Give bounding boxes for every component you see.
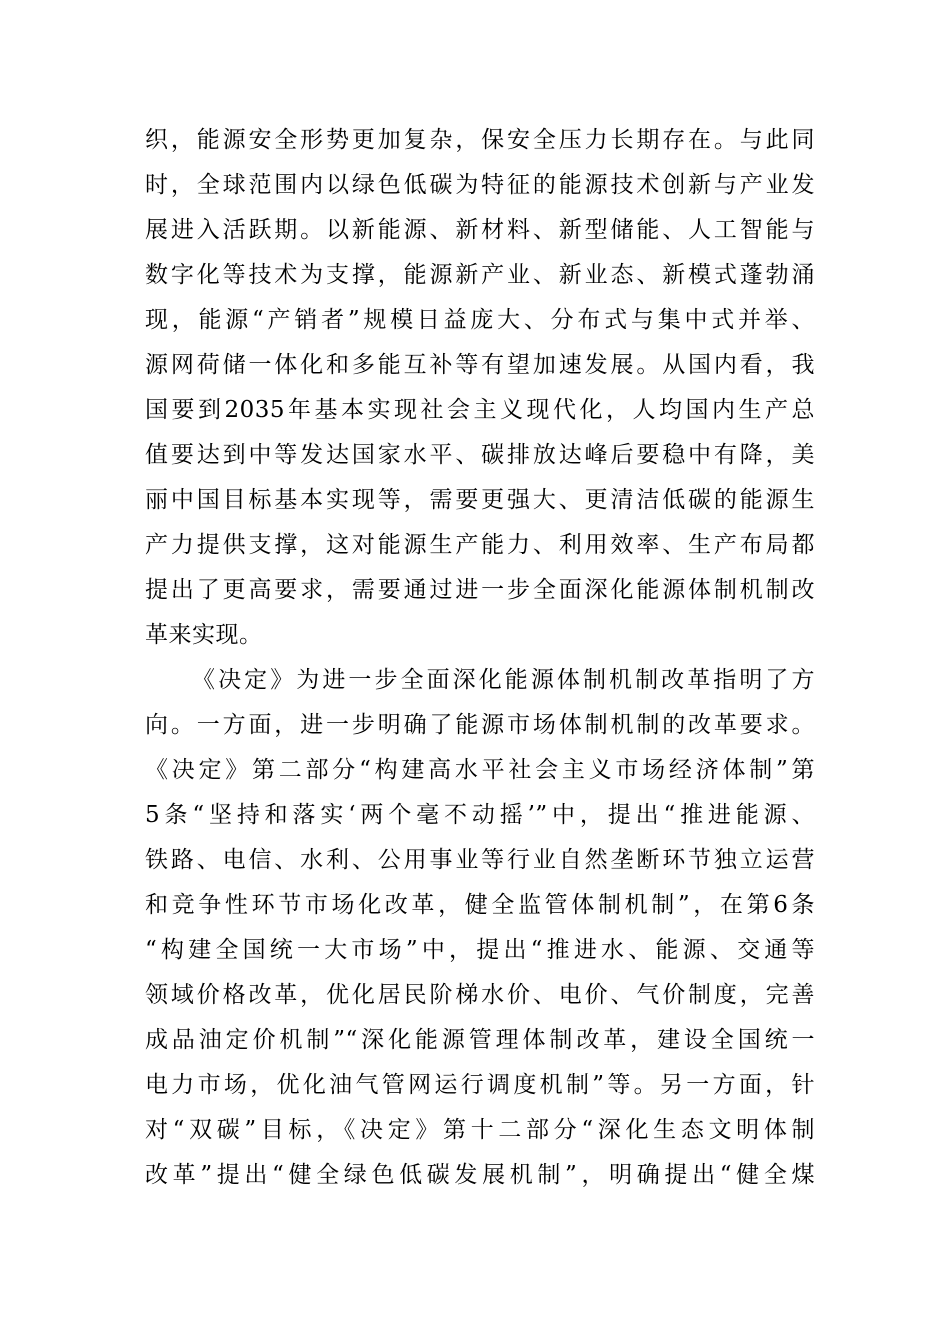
text-line: 提出了更高要求，需要通过进一步全面深化能源体制机制改 [145, 577, 815, 603]
text-line: 铁路、电信、水利、公用事业等行业自然垄断环节独立运营 [145, 847, 815, 873]
text-line: 国要到2035年基本实现社会主义现代化，人均国内生产总 [145, 397, 815, 423]
text-line: 织，能源安全形势更加复杂，保安全压力长期存在。与此同 [145, 127, 815, 153]
text-line: 5条“坚持和落实‘两个毫不动摇’”中，提出“推进能源、 [145, 802, 815, 828]
paragraph-2 [145, 658, 815, 1198]
text-line: 值要达到中等发达国家水平、碳排放达峰后要稳中有降，美 [145, 442, 815, 468]
text-line: 电力市场，优化油气管网运行调度机制”等。另一方面，针 [145, 1072, 815, 1098]
paragraph-1 [145, 118, 815, 658]
text-line: 向。一方面，进一步明确了能源市场体制机制的改革要求。 [145, 712, 815, 738]
text-line: 现，能源“产销者”规模日益庞大、分布式与集中式并举、 [145, 307, 815, 333]
text-line: 展进入活跃期。以新能源、新材料、新型储能、人工智能与 [145, 217, 815, 243]
document-page [145, 118, 815, 1198]
text-line: 源网荷储一体化和多能互补等有望加速发展。从国内看，我 [145, 352, 815, 378]
text-line: “构建全国统一大市场”中，提出“推进水、能源、交通等 [145, 937, 815, 963]
text-line: 革来实现。 [145, 622, 263, 648]
text-line: 丽中国目标基本实现等，需要更强大、更清洁低碳的能源生 [145, 487, 815, 513]
text-line: 《决定》第二部分“构建高水平社会主义市场经济体制”第 [145, 757, 815, 783]
text-line: 和竞争性环节市场化改革，健全监管体制机制”，在第6条 [145, 892, 815, 918]
text-line: 领域价格改革，优化居民阶梯水价、电价、气价制度，完善 [145, 982, 815, 1008]
text-line: 改革”提出“健全绿色低碳发展机制”，明确提出“健全煤 [145, 1162, 815, 1188]
text-line: 成品油定价机制”“深化能源管理体制改革，建设全国统一 [145, 1027, 815, 1053]
text-line: 《决定》为进一步全面深化能源体制机制改革指明了方 [192, 667, 815, 693]
text-line: 时，全球范围内以绿色低碳为特征的能源技术创新与产业发 [145, 172, 815, 198]
text-line: 对“双碳”目标，《决定》第十二部分“深化生态文明体制 [145, 1117, 815, 1143]
text-line: 数字化等技术为支撑，能源新产业、新业态、新模式蓬勃涌 [145, 262, 815, 288]
text-line: 产力提供支撑，这对能源生产能力、利用效率、生产布局都 [145, 532, 815, 558]
